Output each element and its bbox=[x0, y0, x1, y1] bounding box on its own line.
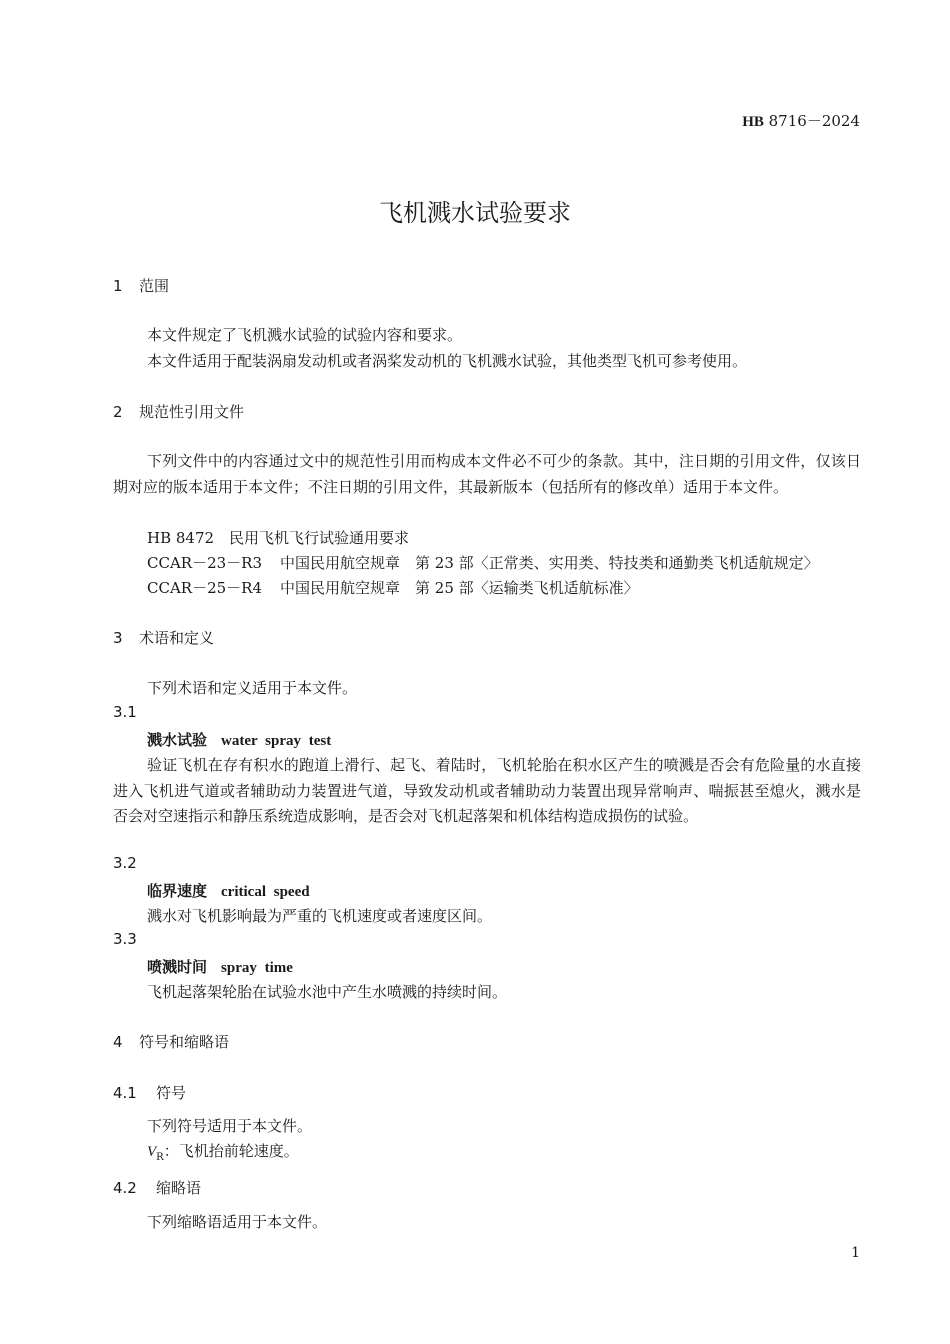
standard-number: 8716－2024 bbox=[763, 112, 860, 130]
symbol-entry bbox=[147, 1140, 299, 1163]
scope-paragraph-1: 本文件规定了飞机溅水试验的试验内容和要求。 bbox=[147, 326, 463, 344]
symbols-intro: 下列符号适用于本文件。 bbox=[147, 1117, 313, 1135]
normative-references-intro: 下列文件中的内容通过文中的规范性引用而构成本文件必不可少的条款。其中，注日期的引用文件，仅该日期对应的版本适用于本文件；不注日期的引用文件，其最新版本（包括所有的修改单）适用于本文件。 bbox=[113, 452, 861, 496]
reference-item: HB 8472 民用飞机飞行试验通用要求 bbox=[147, 529, 410, 547]
section-heading-1: 1 范围 bbox=[113, 277, 170, 295]
term-definition: 验证飞机在存有积水的跑道上滑行、起飞、着陆时，飞机轮胎在积水区产生的喷溅是否会有危险量的水直接进入飞机进气道或者辅助动力装置进气道，导致发动机或者辅助动力装置出现异常响声、喘振甚至熄火，溅水是否会对空速指示和静压系统造成影响，是否会对飞机起落架和机体结构造成损伤的试验。 bbox=[113, 756, 861, 825]
term-definition: 溅水对飞机影响最为严重的飞机速度或者速度区间。 bbox=[147, 907, 493, 925]
reference-item: CCAR－23－R3 中国民用航空规章 第 23 部〈正常类、实用类、特技类和通勤类飞机适航规定〉 bbox=[147, 554, 819, 572]
term-definition: 飞机起落架轮胎在试验水池中产生水喷溅的持续时间。 bbox=[147, 983, 508, 1001]
term-entry: 溅水试验 water spray test bbox=[147, 731, 332, 749]
reference-item: CCAR－25－R4 中国民用航空规章 第 25 部〈运输类飞机适航标准〉 bbox=[147, 579, 639, 597]
section-heading-4: 4 符号和缩略语 bbox=[113, 1033, 230, 1051]
symbol-letter: V bbox=[147, 1144, 157, 1160]
standard-prefix: HB bbox=[742, 114, 764, 130]
symbol-definition: ：飞机抬前轮速度。 bbox=[163, 1142, 299, 1160]
section-heading-2: 2 规范性引用文件 bbox=[113, 403, 245, 421]
term-number: 3.2 bbox=[113, 854, 137, 872]
subsection-heading-4-1: 4.1 符号 bbox=[113, 1084, 187, 1102]
term-entry: 临界速度 critical speed bbox=[147, 882, 310, 900]
standard-id bbox=[742, 110, 860, 131]
terms-intro: 下列术语和定义适用于本文件。 bbox=[147, 679, 358, 697]
term-number: 3.3 bbox=[113, 930, 137, 948]
scope-paragraph-2: 本文件适用于配装涡扇发动机或者涡桨发动机的飞机溅水试验，其他类型飞机可参考使用。 bbox=[147, 352, 748, 370]
page-number: 1 bbox=[851, 1245, 860, 1261]
abbreviations-intro: 下列缩略语适用于本文件。 bbox=[147, 1213, 328, 1231]
term-entry: 喷溅时间 spray time bbox=[147, 958, 293, 976]
symbol-subscript: R bbox=[156, 1152, 164, 1163]
subsection-heading-4-2: 4.2 缩略语 bbox=[113, 1179, 202, 1197]
document-title: 飞机溅水试验要求 bbox=[379, 199, 571, 227]
section-heading-3: 3 术语和定义 bbox=[113, 629, 215, 647]
term-number: 3.1 bbox=[113, 703, 137, 721]
